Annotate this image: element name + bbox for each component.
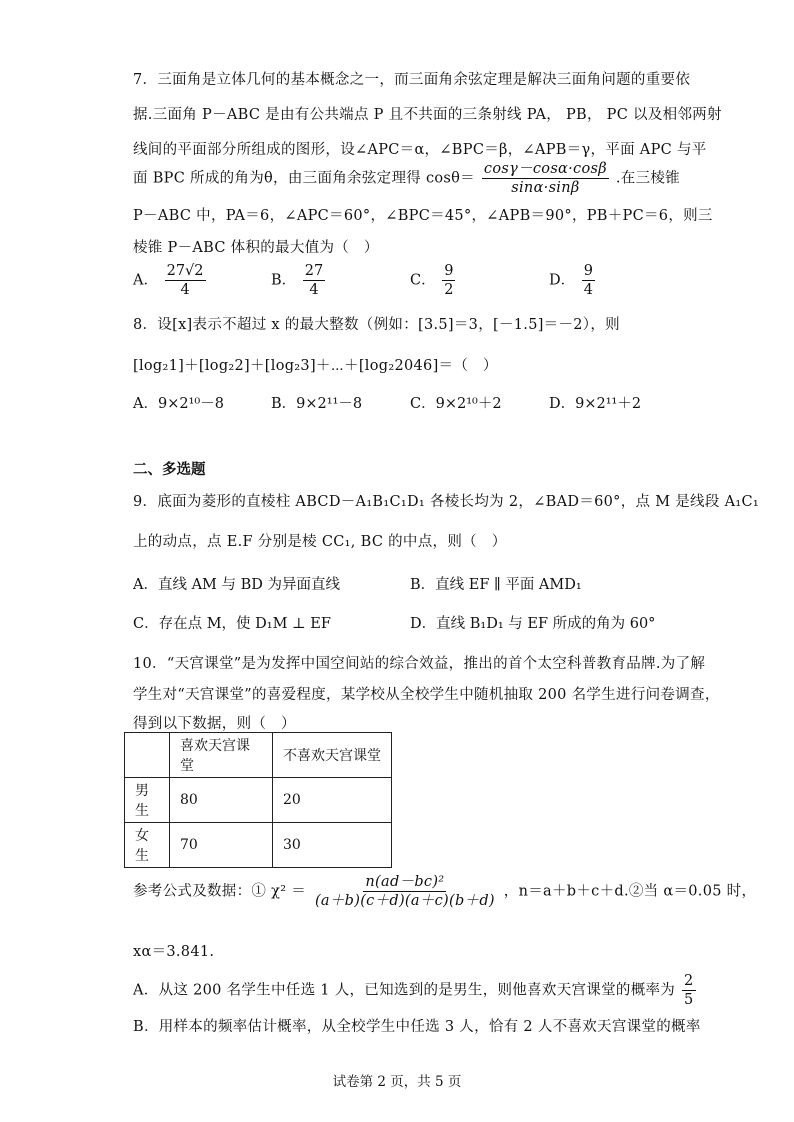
cos-theta-fraction bbox=[482, 160, 609, 197]
table-header-row bbox=[125, 733, 392, 778]
option-letter: A． bbox=[133, 272, 158, 289]
fraction-denominator: (a＋b)(c＋d)(a＋c)(b＋d) bbox=[314, 893, 495, 910]
fraction-denominator: sinα·sinβ bbox=[511, 180, 580, 197]
q7-line-3: 线间的平面部分所组成的图形，设∠APC＝α，∠BPC＝β，∠APB＝γ，平面 APC 与平 bbox=[133, 142, 707, 158]
formula-suffix: ，n＝a＋b＋c＋d.②当 α＝0.05 时， bbox=[503, 883, 757, 900]
fraction-denominator: 5 bbox=[684, 992, 694, 1009]
table-cell: 30 bbox=[273, 823, 392, 868]
fraction-numerator: cosγ－cosα·cosβ bbox=[482, 160, 609, 179]
q9-line-1: 9．底面为菱形的直棱柱 ABCD－A₁B₁C₁D₁ 各棱长均为 2，∠BAD＝60°，点 M 是线段 A₁C₁ bbox=[133, 494, 759, 510]
option-text: A．从这 200 名学生中任选 1 人，已知选到的是男生，则他喜欢天宫课堂的概率为 bbox=[133, 982, 676, 999]
option-letter: D． bbox=[549, 272, 576, 289]
table-row bbox=[125, 778, 392, 823]
option-letter: C． bbox=[410, 272, 436, 289]
q10-line-2: 学生对“天宫课堂”的喜爱程度，某学校从全校学生中随机抽取 200 名学生进行问卷调查， bbox=[133, 687, 720, 703]
q8-option-b[interactable]: B．9×2¹¹－8 bbox=[271, 396, 363, 412]
table-header-cell: 喜欢天宫课堂 bbox=[170, 733, 273, 778]
fraction-denominator: 4 bbox=[583, 282, 593, 299]
table-header-cell bbox=[125, 733, 170, 778]
fraction-numerator: 2 bbox=[682, 972, 696, 991]
table-cell: 70 bbox=[170, 823, 273, 868]
q7-line-2: 据.三面角 P－ABC 是由有公共端点 P 且不共面的三条射线 PA， PB， PC 以及相邻两射 bbox=[133, 107, 722, 123]
option-fraction bbox=[165, 262, 206, 299]
q10-formula-line bbox=[133, 873, 757, 910]
q7-line-4-tail: .在三棱锥 bbox=[615, 170, 680, 187]
table-header-cell: 不喜欢天宫课堂 bbox=[273, 733, 392, 778]
fraction-denominator: 2 bbox=[444, 282, 454, 299]
fraction-numerator: n(ad－bc)² bbox=[363, 873, 446, 892]
q7-option-d[interactable] bbox=[549, 262, 597, 299]
q9-option-b[interactable]: B．直线 EF ∥ 平面 AMD₁ bbox=[410, 577, 582, 593]
option-fraction bbox=[682, 972, 696, 1009]
q7-line-4 bbox=[133, 160, 680, 197]
fraction-denominator: 4 bbox=[180, 282, 190, 299]
fraction-denominator: 4 bbox=[309, 282, 319, 299]
option-fraction bbox=[442, 262, 455, 299]
fraction-numerator: 27√2 bbox=[165, 262, 206, 281]
q10-line-1: 10．“天宫课堂”是为发挥中国空间站的综合效益，推出的首个太空科普教育品牌.为了解 bbox=[133, 656, 706, 672]
page-footer: 试卷第 2 页，共 5 页 bbox=[332, 1074, 462, 1090]
q8-line-1: 8．设[x]表示不超过 x 的最大整数（例如：[3.5]＝3，[－1.5]＝－2），则 bbox=[133, 317, 620, 333]
section-heading: 二、多选题 bbox=[133, 462, 206, 478]
q9-option-d[interactable]: D．直线 B₁D₁ 与 EF 所成的角为 60° bbox=[410, 616, 656, 632]
table-cell: 20 bbox=[273, 778, 392, 823]
q10-option-b[interactable]: B．用样本的频率估计概率，从全校学生中任选 3 人，恰有 2 人不喜欢天宫课堂的概率 bbox=[133, 1019, 701, 1035]
q7-option-a[interactable] bbox=[133, 262, 208, 299]
q7-line-1: 7．三面角是立体几何的基本概念之一，而三面角余弦定理是解决三面角问题的重要依 bbox=[133, 72, 691, 88]
survey-table bbox=[124, 732, 392, 868]
option-fraction bbox=[582, 262, 595, 299]
q9-option-c[interactable]: C．存在点 M，使 D₁M ⊥ EF bbox=[133, 616, 331, 632]
q8-option-a[interactable]: A．9×2¹⁰－8 bbox=[133, 396, 224, 412]
table-row bbox=[125, 823, 392, 868]
fraction-numerator: 9 bbox=[442, 262, 455, 281]
option-letter: B． bbox=[271, 272, 297, 289]
table-cell: 男生 bbox=[125, 778, 170, 823]
table-cell: 女生 bbox=[125, 823, 170, 868]
fraction-numerator: 9 bbox=[582, 262, 595, 281]
q10-line-3: 得到以下数据，则（ ） bbox=[133, 716, 296, 732]
formula-prefix: 参考公式及数据：① χ² ＝ bbox=[133, 883, 307, 900]
q10-option-a[interactable] bbox=[133, 972, 694, 1009]
q7-option-c[interactable] bbox=[410, 262, 457, 299]
q10-critical-value: xα＝3.841. bbox=[133, 944, 215, 960]
q9-option-a[interactable]: A．直线 AM 与 BD 为异面直线 bbox=[133, 577, 341, 593]
q7-option-b[interactable] bbox=[271, 262, 327, 299]
chi-square-fraction bbox=[313, 873, 497, 910]
fraction-numerator: 27 bbox=[303, 262, 325, 281]
q7-line-4-text: 面 BPC 所成的角为θ，由三面角余弦定理得 cosθ＝ bbox=[133, 170, 475, 187]
q8-option-c[interactable]: C．9×2¹⁰＋2 bbox=[410, 396, 502, 412]
q8-line-2: [log₂1]＋[log₂2]＋[log₂3]＋⋯＋[log₂2046]＝（ ） bbox=[133, 358, 498, 374]
option-fraction bbox=[303, 262, 325, 299]
q8-option-d[interactable]: D．9×2¹¹＋2 bbox=[549, 396, 642, 412]
q7-line-6: 棱锥 P－ABC 体积的最大值为（ ） bbox=[133, 240, 379, 256]
table-cell: 80 bbox=[170, 778, 273, 823]
q9-line-2: 上的动点，点 E.F 分别是棱 CC₁, BC 的中点，则（ ） bbox=[133, 534, 507, 550]
q7-line-5: P－ABC 中，PA＝6，∠APC＝60°，∠BPC＝45°，∠APB＝90°，PB＋PC＝6，则三 bbox=[133, 208, 713, 224]
